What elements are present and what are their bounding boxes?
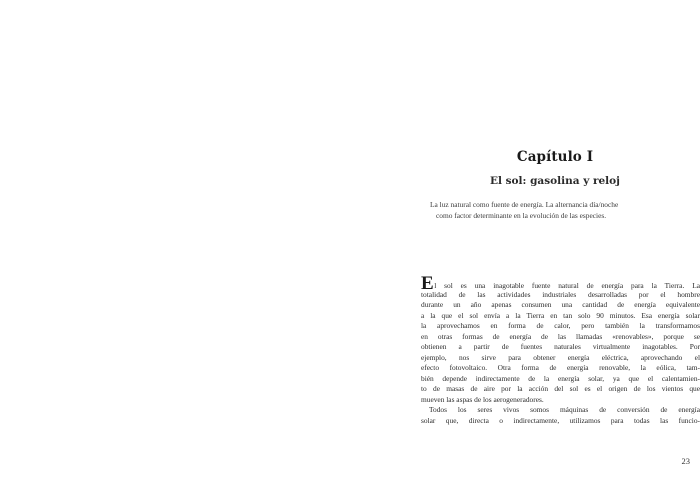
body-line: to de masas de aire por la acción del sol es el origen de los vientos que xyxy=(421,384,700,393)
body-line: solar que, directa o indirectamente, utilizamos para todas las funcio- xyxy=(421,415,700,425)
body-line: durante un año apenas consumen una cantidad de energía equivalente xyxy=(421,300,700,309)
body-line: en otras formas de energía de las llamadas «renovables», porque se xyxy=(421,331,700,341)
body-line: la aprovechamos en forma de calor, pero también la transformamos xyxy=(421,321,700,330)
body-line-text: l sol es una inagotable fuente natural de energía para la Tierra. La xyxy=(434,281,700,290)
body-line: bién depende indirectamente de la energía solar, ya que el calentamien- xyxy=(421,373,700,383)
right-page xyxy=(350,0,700,490)
body-text xyxy=(421,273,700,426)
body-line: Todos los seres vivos somos máquinas de conversión de energía xyxy=(429,405,700,414)
chapter-title: Capítulo I xyxy=(516,149,594,165)
body-line: totalidad de las actividades industriales desarrolladas por el hombre xyxy=(421,289,700,299)
page-number: 23 xyxy=(681,456,690,466)
epigraph-line: como factor determinante en la evolución de las especies. xyxy=(436,211,607,220)
body-line: a la que el sol envía a la Tierra en tan solo 90 minutos. Esa energía solar xyxy=(421,310,700,320)
body-line: obtienen a partir de fuentes naturales virtualmente inagotables. Por xyxy=(421,342,700,351)
epigraph xyxy=(430,199,680,221)
drop-cap: E xyxy=(421,273,434,294)
body-line: efecto fotovoltaico. Otra forma de energía renovable, la eólica, tam- xyxy=(421,363,700,372)
chapter-subtitle: El sol: gasolina y reloj xyxy=(490,175,620,187)
epigraph-line: La luz natural como fuente de energía. La alternancia día/noche xyxy=(430,200,619,209)
body-line: mueven las aspas de los aerogeneradores. xyxy=(421,394,544,404)
body-line: ejemplo, nos sirve para obtener energía eléctrica, aprovechando el xyxy=(421,352,700,362)
